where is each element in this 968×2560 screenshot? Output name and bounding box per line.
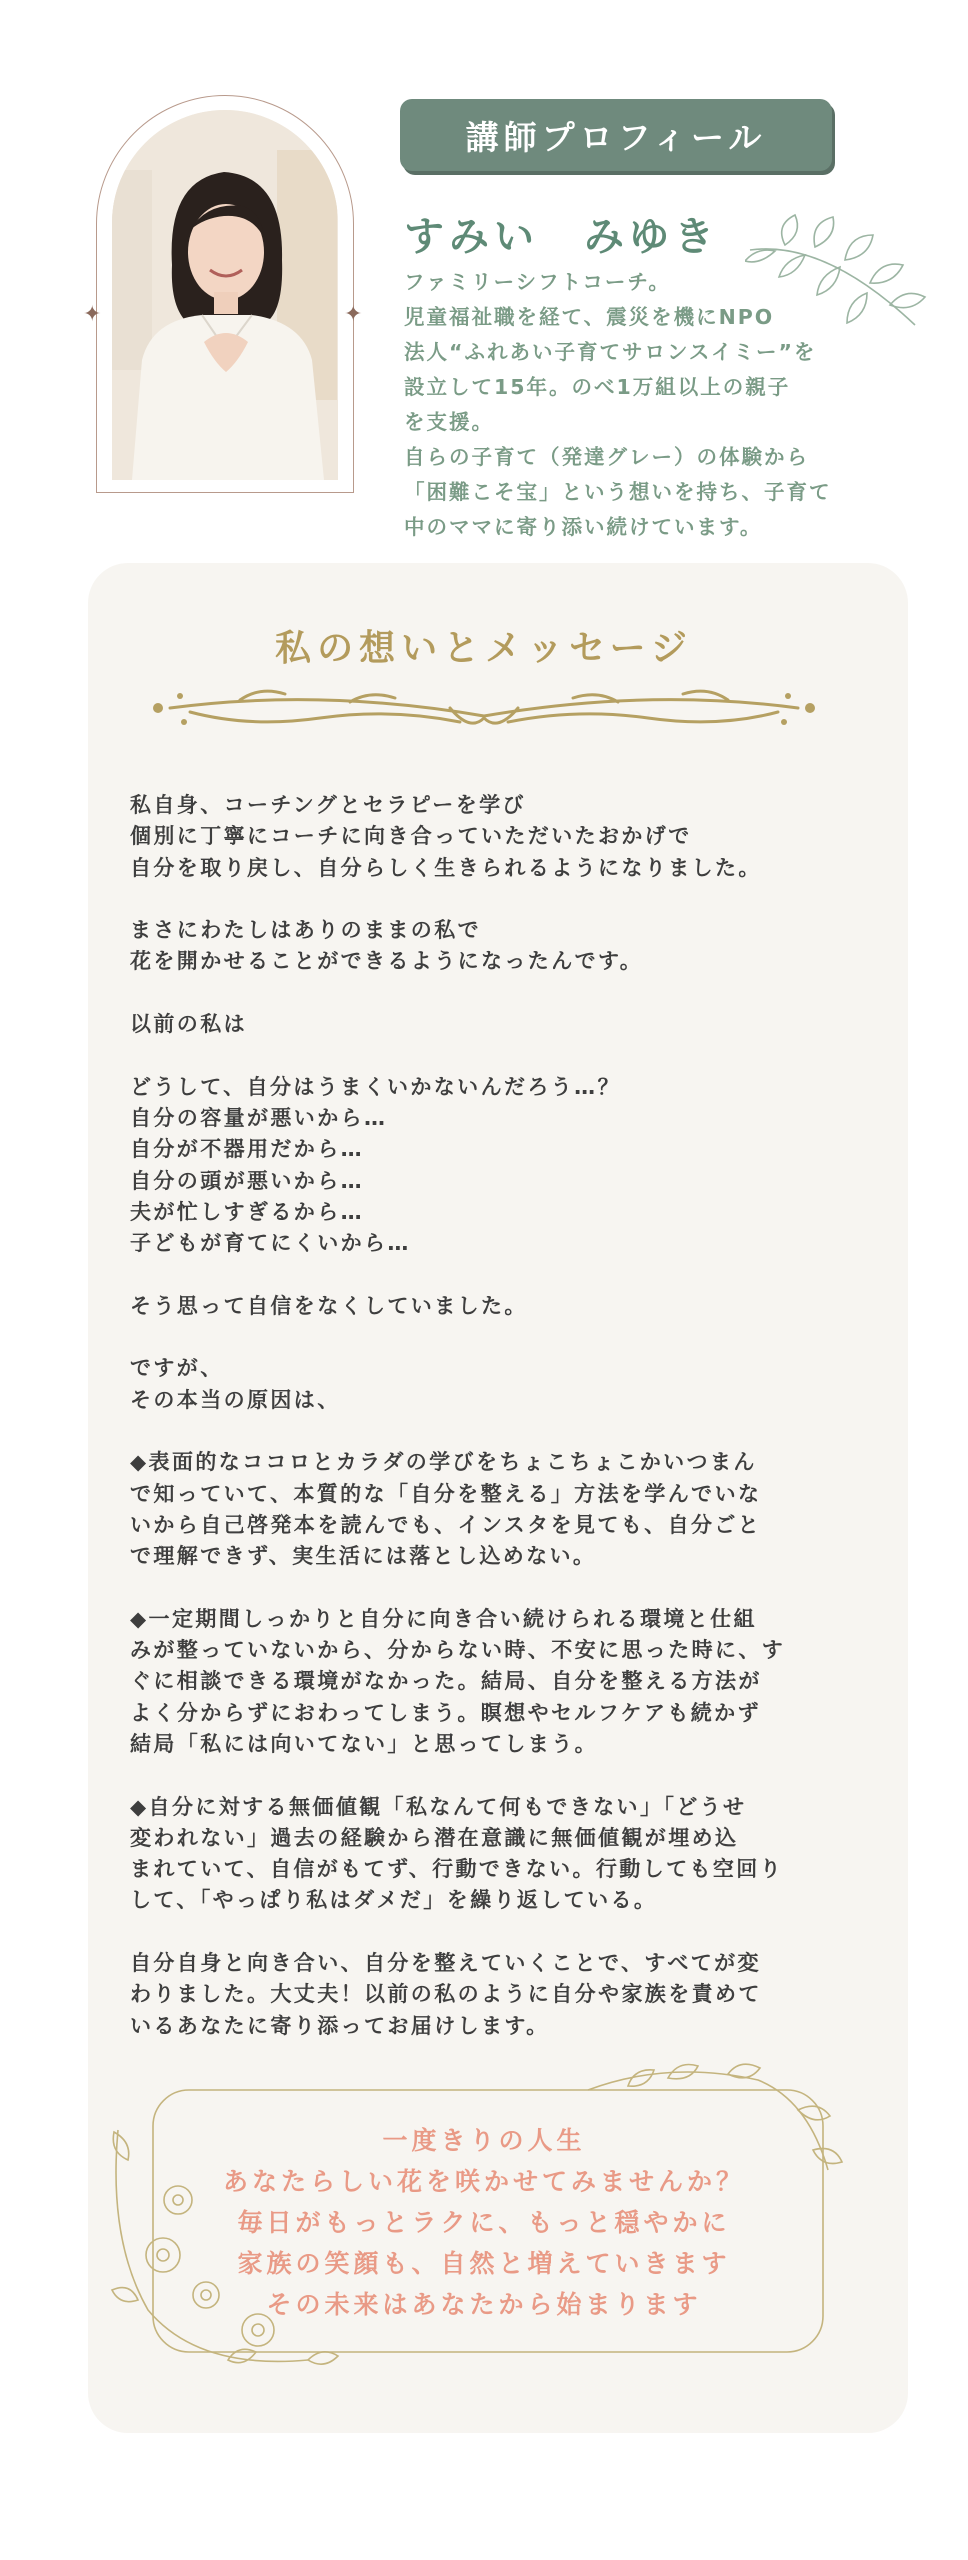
message-line: 夫が忙しすぎるから… — [130, 1199, 364, 1224]
profile-line: 児童福祉職を経て、震災を機にNPO — [404, 305, 775, 329]
message-line: で知っていて、本質的な「自分を整える」方法を学んでいな — [130, 1481, 762, 1506]
message-paragraph — [130, 1009, 870, 1040]
message-line: 自分の容量が悪いから… — [130, 1105, 388, 1130]
message-line: ◆表面的なココロとカラダの学びをちょこちょこかいつまん — [130, 1450, 757, 1475]
message-line: 自分の頭が悪いから… — [130, 1168, 364, 1193]
message-paragraph — [130, 915, 870, 978]
closing-line: 家族の笑顔も、自然と増えていきます — [237, 2249, 731, 2278]
closing-line: あなたらしい花を咲かせてみませんか？ — [222, 2167, 745, 2196]
message-line: 子どもが育てにくいから… — [130, 1231, 411, 1256]
four-point-star-icon: ✦ — [344, 302, 363, 327]
message-paragraph — [130, 1353, 870, 1416]
message-line: 結局「私には向いてない」と思ってしまう。 — [130, 1731, 598, 1756]
message-paragraph — [130, 1948, 870, 2042]
message-paragraph — [130, 1792, 870, 1917]
profile-line: 法人“ふれあい子育てサロンスイミー”を — [404, 340, 817, 364]
profile-line: 中のママに寄り添い続けています。 — [404, 515, 763, 539]
message-paragraph — [130, 1291, 870, 1322]
message-line: 個別に丁寧にコーチに向き合っていただいたおかげで — [130, 824, 692, 849]
message-line: 自分が不器用だから… — [130, 1137, 364, 1162]
message-line: どうして、自分はうまくいかないんだろう…？ — [130, 1074, 621, 1099]
message-line: まさにわたしはありのままの私で — [130, 918, 481, 943]
message-line: ◆一定期間しっかりと自分に向き合い続けられる環境と仕組 — [130, 1606, 757, 1631]
message-paragraph — [130, 790, 870, 884]
message-title: 私の想いとメッセージ — [275, 628, 693, 669]
closing-line: その未来はあなたから始まります — [266, 2290, 702, 2319]
message-paragraph — [130, 1604, 870, 1760]
message-line: まれていて、自信がもてず、行動できない。行動しても空回り — [130, 1857, 784, 1882]
message-line: わりました。大丈夫！以前の私のように自分や家族を責めて — [130, 1982, 762, 2007]
profile-title: 講師プロフィール — [465, 117, 767, 157]
message-line: 変われない」過去の経験から潜在意識に無価値観が埋め込 — [130, 1825, 739, 1850]
closing-line: 一度きりの人生 — [382, 2126, 586, 2155]
message-line: よく分からずにおわってしまう。瞑想やセルフケアも続かず — [130, 1700, 761, 1725]
message-line: その本当の原因は、 — [130, 1387, 341, 1412]
profile-title-badge — [400, 99, 832, 171]
profile-line: 「困難こそ宝」という想いを持ち、子育て — [404, 480, 832, 504]
profile-line: 自らの子育て（発達グレー）の体験から — [404, 445, 809, 469]
profile-line: を支援。 — [404, 410, 494, 434]
message-body — [130, 790, 870, 2073]
message-line: そう思って自信をなくしていました。 — [130, 1293, 528, 1318]
message-line: ◆自分に対する無価値観「私なんて何もできない」「どうせ — [130, 1794, 747, 1819]
message-line: 自分自身と向き合い、自分を整えていくことで、すべてが変 — [130, 1950, 761, 1975]
message-line: して、「やっぱり私はダメだ」を繰り返している。 — [130, 1888, 658, 1913]
closing-message — [0, 2120, 968, 2325]
instructor-photo — [112, 110, 338, 480]
message-line: で理解できず、実生活には落とし込めない。 — [130, 1544, 597, 1569]
message-paragraph — [130, 1072, 870, 1260]
message-line: ですが、 — [130, 1356, 224, 1381]
profile-line: ファミリーシフトコーチ。 — [404, 270, 671, 294]
message-line: 私自身、コーチングとセラピーを学び — [130, 793, 526, 817]
message-line: いから自己啓発本を読んでも、インスタを見ても、自分ごと — [130, 1512, 762, 1537]
profile-line: 設立して15年。のべ1万組以上の親子 — [404, 375, 791, 399]
closing-line: 毎日がもっとラクに、もっと穏やかに — [237, 2208, 731, 2237]
message-line: 以前の私は — [130, 1012, 247, 1037]
four-point-star-icon: ✦ — [83, 302, 102, 327]
profile-description — [404, 265, 884, 545]
message-line: 自分を取り戻し、自分らしく生きられるようになりました。 — [130, 855, 762, 880]
message-paragraph — [130, 1447, 870, 1572]
message-line: ぐに相談できる環境がなかった。結局、自分を整える方法が — [130, 1669, 762, 1694]
message-line: みが整っていないから、分からない時、不安に思った時に、す — [130, 1638, 786, 1663]
vine-ornament-icon — [150, 678, 818, 738]
instructor-name: すみい みゆき — [404, 214, 719, 260]
message-line: いるあなたに寄り添ってお届けします。 — [130, 2013, 550, 2038]
message-line: 花を開かせることができるようになったんです。 — [130, 949, 644, 974]
